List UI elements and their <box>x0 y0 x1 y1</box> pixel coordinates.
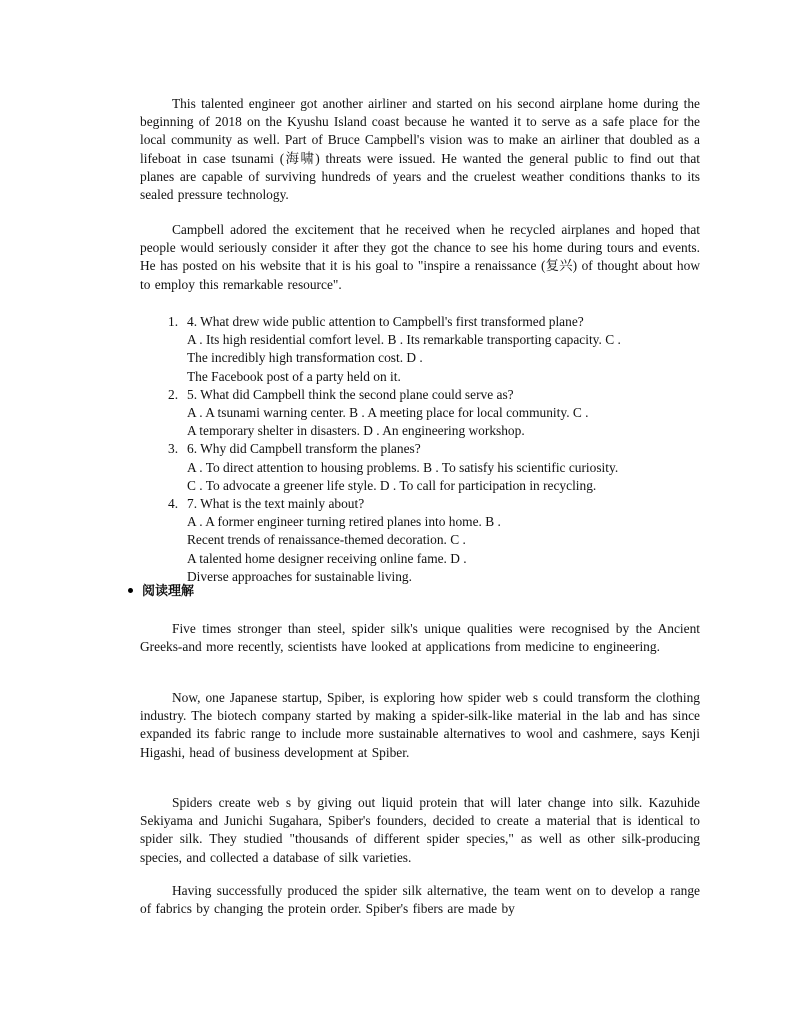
question-options-line: C . To advocate a greener life style. D . To call for participation in recycling. <box>187 477 597 493</box>
section-heading <box>128 583 194 601</box>
section-heading-text: 阅读理解 <box>142 584 195 599</box>
question-options-line: A . To direct attention to housing problems. B . To satisfy his scientific curiosity. <box>187 459 619 475</box>
question-stem: 6. Why did Campbell transform the planes? <box>187 441 421 457</box>
question-options-line: The incredibly high transformation cost. D . <box>187 350 423 366</box>
passage-b-paragraph-4 <box>140 882 700 918</box>
bullet-icon <box>128 588 133 593</box>
question-item-2 <box>160 386 700 441</box>
paragraph-text: Campbell adored the excitement that he received when he recycled airplanes and hoped that people would seriously consider it after they got the chance to see his home during tours and events. He has posted on his website that it is his goal to "inspire a renaissance (复兴) of thought about how to employ this remarkable resource". <box>140 222 700 292</box>
question-number: 4. <box>168 496 179 512</box>
question-number: 3. <box>168 441 179 457</box>
question-options-line: A talented home designer receiving online fame. D . <box>187 550 467 566</box>
question-options-line: A temporary shelter in disasters. D . An engineering workshop. <box>187 423 525 439</box>
question-options-line: A . Its high residential comfort level. B . Its remarkable transporting capacity. C . <box>187 332 621 348</box>
question-stem: 4. What drew wide public attention to Campbell's first transformed plane? <box>187 314 584 329</box>
passage-b-paragraph-3 <box>140 794 700 867</box>
paragraph-text: Now, one Japanese startup, Spiber, is exploring how spider web s could transform the clothing industry. The biotech company started by making a spider-silk-like material in the lab and has since expanded its fabric range to include more sustainable alternatives to wool and cashmere, says Kenji Higashi, head of business development at Spiber. <box>140 690 700 760</box>
question-stem: 5. What did Campbell think the second plane could serve as? <box>187 386 514 402</box>
question-item-1 <box>160 313 700 386</box>
passage-a-paragraph-1 <box>140 95 700 204</box>
paragraph-text: Five times stronger than steel, spider silk's unique qualities were recognised by the Ancient Greeks-and more recently, scientists have looked at applications from medicine to engineering. <box>140 621 700 655</box>
question-list <box>160 313 700 586</box>
question-options-line: A . A tsunami warning center. B . A meeting place for local community. C . <box>187 405 589 421</box>
question-options-line: Diverse approaches for sustainable living. <box>187 568 412 584</box>
passage-b-paragraph-2 <box>140 689 700 762</box>
passage-a-paragraph-2 <box>140 221 700 294</box>
paragraph-text: Having successfully produced the spider silk alternative, the team went on to develop a range of fabrics by changing the protein order. Spiber's fibers are made by <box>140 883 700 917</box>
question-item-3 <box>160 440 700 495</box>
question-number: 2. <box>168 386 179 402</box>
question-number: 1. <box>168 314 179 329</box>
question-stem: 7. What is the text mainly about? <box>187 496 365 512</box>
paragraph-text: This talented engineer got another airliner and started on his second airplane home during the beginning of 2018 on the Kyushu Island coast because he wanted it to serve as a safe place for the local community as well. Part of Bruce Campbell's vision was to make an airliner that doubled as a lifeboat in case tsunami (海啸) threats were issued. He wanted the general public to find out that planes are capable of surviving hundreds of years and the cruelest weather conditions thanks to its sealed pressure technology. <box>140 96 700 203</box>
question-options-line: Recent trends of renaissance-themed decoration. C . <box>187 532 466 548</box>
question-options-line: The Facebook post of a party held on it. <box>187 368 401 384</box>
passage-b-paragraph-1 <box>140 620 700 656</box>
question-item-4 <box>160 495 700 586</box>
question-options-line: A . A former engineer turning retired planes into home. B . <box>187 514 501 530</box>
paragraph-text: Spiders create web s by giving out liquid protein that will later change into silk. Kazuhide Sekiyama and Junichi Sugahara, Spiber's founders, decided to create a material that is identical to spider silk. They studied "thousands of different spider species," as well as other silk-producing species, and collected a database of silk varieties. <box>140 795 700 865</box>
